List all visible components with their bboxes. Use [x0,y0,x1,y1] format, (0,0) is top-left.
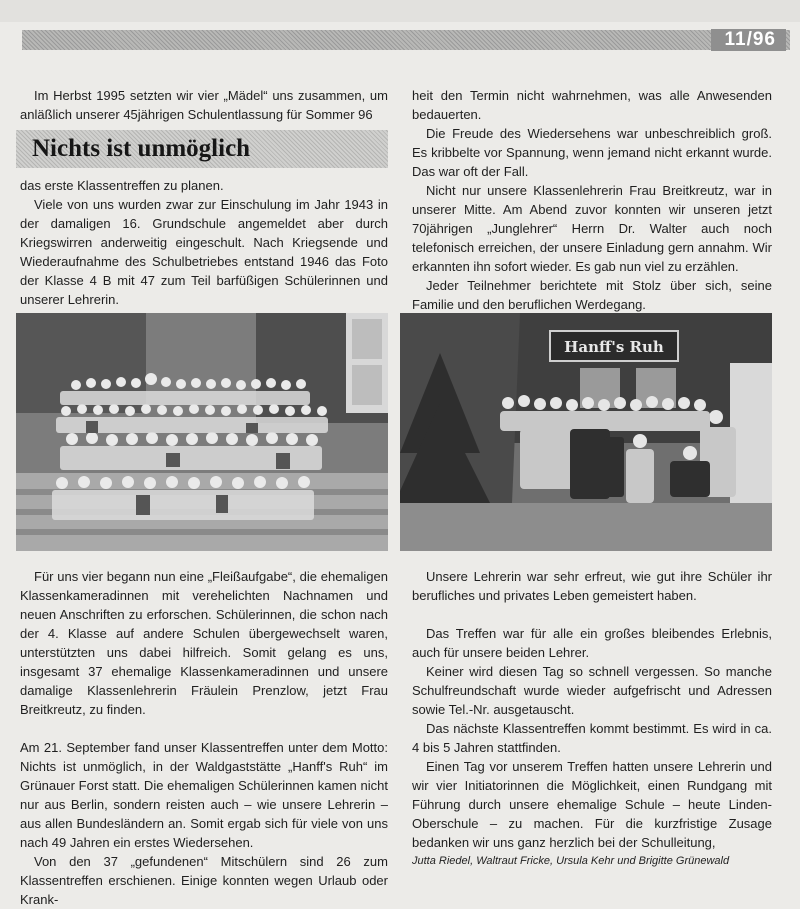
reunion-photo [400,313,772,551]
issue-number: 11/96 [711,29,787,51]
paragraph: heit den Termin nicht wahrnehmen, was alle Anwesenden bedauerten. [412,88,772,122]
paragraph: Am 21. September fand unser Klassentreffen unter dem Motto: Nichts ist unmöglich, in der Waldgaststätte „Hanff's Ruh“ im Grünauer Forst statt. Die ehemaligen Schülerinnen kamen nicht nur aus Berlin, sondern reisten auch – wie unsere Lehrerin – aus allen Bundesländern an. Somit ergab sich für viele von uns nach 49 Jahren ein erstes Wiedersehen. [20,740,388,850]
paragraph: Viele von uns wurden zwar zur Einschulung im Jahr 1943 in der damaligen 16. Grundschule angemeldet aber durch Kriegswirren anderweitig eingeschult. Nach Kriegsende und Wiederaufnahme des Schulbetriebes entstand 1946 das Foto der Klasse 4 B mit 47 zum Teil barfüßigen Schülerinnen und unserer Lehrerin. [20,197,388,307]
intro-text [20,86,388,124]
paragraph-gap [20,719,388,738]
class-photo-1946 [16,313,388,551]
right-column-bottom [412,567,772,871]
previous-page-bleed [0,0,800,22]
paragraph: Nicht nur unsere Klassenlehrerin Frau Breitkreutz, war in unserer Mitte. Am Abend zuvor konnten wir unseren jetzt 70jährigen „Junglehrer“ Herrn Dr. Walter auch noch telefonisch erreichen, der unsere Einladung gern annahm. Wir erkannten ihn sofort wieder. Es gab nun viel zu erzählen. [412,183,772,274]
paragraph: Das nächste Klassentreffen kommt bestimmt. Es wird in ca. 4 bis 5 Jahren stattfinden. [412,721,772,755]
headline: Nichts ist unmöglich [32,135,251,162]
paragraph: Jeder Teilnehmer berichtete mit Stolz über sich, seine Familie und den beruflichen Werdegang. [412,278,772,312]
right-column-top [412,86,772,314]
intro-paragraph: Im Herbst 1995 setzten wir vier „Mädel“ uns zusammen, um anläßlich unserer 45jährigen Schulentlassung für Sommer 96 [20,88,388,122]
paragraph: Einen Tag vor unserem Treffen hatten unsere Lehrerin und wir vier Initiatorinnen die Möglichkeit, einen Rundgang mit Führung durch unsere ehemalige Schule – heute Linden-Oberschule – zu machen. Für die kurzfristige Zusage bedanken wir uns ganz herzlich bei der Schulleitung, [412,759,772,850]
paragraph: Die Freude des Wiedersehens war unbeschreiblich groß. Es kribbelte vor Spannung, wenn jemand nicht erkannt wurde. Das war oft der Fall. [412,126,772,179]
paragraph: Von den 37 „gefundenen“ Mitschülern sind 26 zum Klassentreffen erschienen. Einige konnten wegen Urlaub oder Krank- [20,854,388,907]
paragraph: Für uns vier begann nun eine „Fleißaufgabe“, die ehemaligen Klassenkameradinnen mit verehelichten Nachnamen und neuen Anschriften zu erforschen. Schülerinnen, die schon nach der 4. Klasse auf andere Schulen übergewechselt waren, unterstützten uns dabei hilfreich. Somit gelang es uns, insgesamt 37 ehemalige Klassenkameradinnen und unsere damalige Klassenlehrerin Fräulein Prenzlow, jetzt Frau Breitkreutz, zu finden. [20,569,388,717]
left-column-bottom [20,567,388,909]
paragraph: Unsere Lehrerin war sehr erfreut, wie gut ihre Schüler ihr berufliches und privates Leben gemeistert haben. [412,569,772,603]
hanffs-ruh-sign: Hanff's Ruh [564,338,664,356]
left-column-top [20,176,388,309]
paragraph: Keiner wird diesen Tag so schnell vergessen. So manche Schulfreundschaft wurde wieder aufgefrischt und Adressen sowie Tel.-Nr. ausgetauscht. [412,664,772,717]
paragraph: das erste Klassentreffen zu planen. [20,178,224,193]
paragraph: Das Treffen war für alle ein großes bleibendes Erlebnis, auch für unsere beiden Lehrer. [412,626,772,660]
paragraph-gap [412,605,772,624]
header-bar [22,30,790,50]
author-signature: Jutta Riedel, Waltraut Fricke, Ursula Kehr und Brigitte Grünewald [412,855,730,867]
